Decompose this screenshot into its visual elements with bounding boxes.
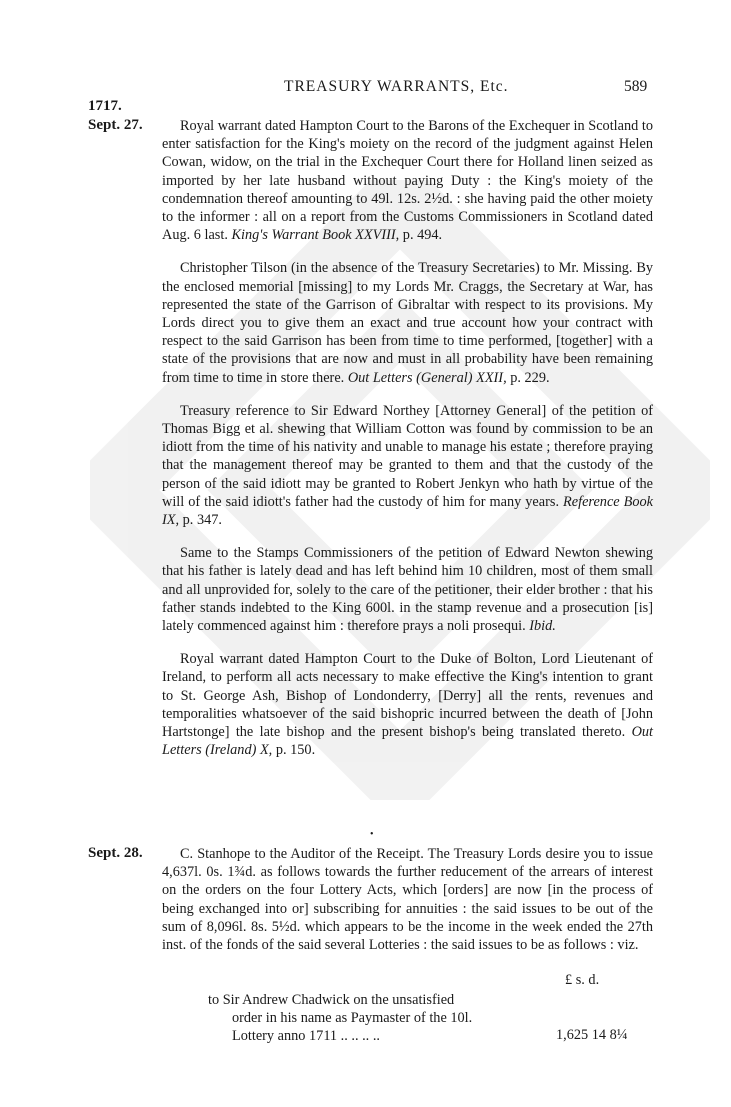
margin-date-sept-28: Sept. 28. (88, 845, 143, 861)
running-header: TREASURY WARRANTS, Etc. (284, 78, 509, 95)
separator-dot: • (370, 829, 374, 840)
currency-header: £ s. d. (565, 972, 600, 988)
margin-year: 1717. (88, 98, 122, 114)
entry-paragraph: Same to the Stamps Commissioners of the petition of Edward Newton shewing that his father is lately dead and has left behind him 10 children, most of them small and all unprovided for, solely to the care of the petitioner, their elder brother : that his father stands indebted to the King 600l. in the stamp revenue and a prosecution [is] lately commenced against him : therefore prays a noli prosequi. Ibid. (162, 545, 653, 635)
entry-paragraph: C. Stanhope to the Auditor of the Receipt. The Treasury Lords desire you to issue 4,637l. 0s. 1¾d. as follows towards the further reducement of the arrears of interest on the orders on the four Lottery Acts, which [orders] are now [in the process of being exchanged into or] subscribing for annuities : the said issues to be out of the sum of 8,096l. 8s. 5½d. which appears to be the income in the week ended the 27th inst. of the fonds of the said several Lotteries : the said issues to be as follows : viz. (162, 846, 653, 954)
margin-date-sept-27: Sept. 27. (88, 117, 143, 133)
entries-sept-27 (162, 117, 653, 760)
issue-item-line: Lottery anno 1711 .. .. .. .. (232, 1028, 380, 1045)
entry-paragraph: Royal warrant dated Hampton Court to the Duke of Bolton, Lord Lieutenant of Ireland, to perform all acts necessary to make effective the King's intention to grant to St. George Ash, Bishop of Londonderry, [Derry] all the rents, revenues and temporalities whatsoever of the said bishopric incurred between the death of [John Hartstonge] the late bishop and the present bishop's being translated thereto. Out Letters (Ireland) X, p. 150. (162, 651, 654, 759)
entry-paragraph: Treasury reference to Sir Edward Northey [Attorney General] of the petition of Thomas Bigg et al. shewing that William Cotton was found by commission to be an idiott from the time of his nativity and unable to manage his estate ; therefore praying that the management thereof may be granted to them and that the custody of the person of the said idiott may be granted to Robert Jenkyn who hath by virtue of the will of the said idiott's father had the custody of him for many years. Reference Book IX, p. 347. (162, 402, 653, 529)
entry-paragraph: Christopher Tilson (in the absence of the Treasury Secretaries) to Mr. Missing. By the enclosed memorial [missing] to my Lords Mr. Craggs, the Secretary at War, has represented the state of the Garrison of Gibraltar with respect to its provisions. My Lords direct you to give them an exact and true account how your contract with respect to the said Garrison has been from time to time performed, [together] with a state of the provisions that are now and must in all probability have been remaining from time to time in store there. Out Letters (General) XXII, p. 229. (162, 260, 653, 386)
page-number: 589 (624, 78, 648, 95)
issue-item-line: order in his name as Paymaster of the 10l. (232, 1010, 473, 1027)
issue-item-amount: 1,625 14 8¼ (556, 1027, 628, 1043)
issue-item-line: to Sir Andrew Chadwick on the unsatisfied (208, 992, 455, 1008)
entry-sept-28 (162, 845, 653, 954)
entry-paragraph: Royal warrant dated Hampton Court to the Barons of the Exchequer in Scotland to enter satisfaction for the King's moiety on the record of the judgment against Helen Cowan, widow, on the trial in the Exchequer Court there for Holland linen seized as imported by her late husband without paying Duty : the King's moiety of the condemnation thereof amounting to 49l. 12s. 2½d. : she having paid the other moiety to the informer : all on a report from the Customs Commissioners in Scotland dated Aug. 6 last. King's Warrant Book XXVIII, p. 494. (162, 118, 653, 244)
